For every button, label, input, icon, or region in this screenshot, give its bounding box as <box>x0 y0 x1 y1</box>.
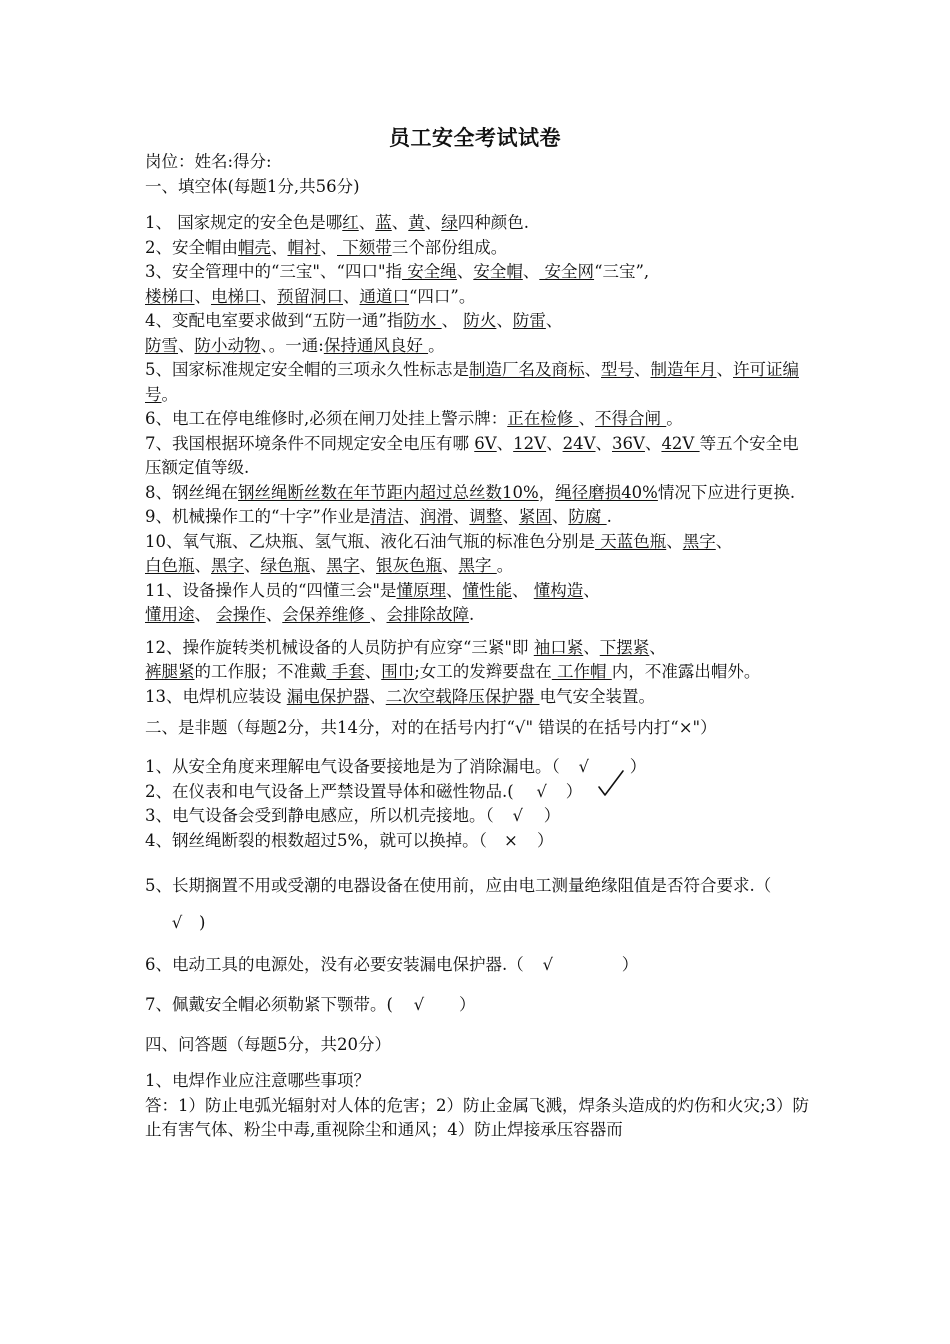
answer-blank: 工作帽 <box>551 662 612 681</box>
answer-blank: 许可证编号 <box>145 360 799 404</box>
answer-blank: 裤腿紧 <box>145 662 195 681</box>
tf-item: 1、从安全角度来理解电气设备要接地是为了消除漏电。（ √ ） <box>145 755 815 780</box>
question-10: 10、氧气瓶、乙炔瓶、氢气瓶、液化石油气瓶的标准色分别是 天蓝色瓶、黑字、 白色瓶、黑字、绿色瓶、黑字、银灰色瓶、黑字 。 <box>145 531 733 575</box>
answer-blank: 下颏带 <box>337 237 392 257</box>
answer-blank: 懂用途 <box>145 605 195 624</box>
answer-mark: √ <box>171 913 183 932</box>
answer-blank: 蓝 <box>375 213 392 232</box>
answer-blank: 型号 <box>601 360 634 379</box>
question-9: 9、机械操作工的“十字”作业是清洁、润滑、调整、紧固、防腐 . <box>145 507 612 526</box>
answer-blank: 制造年月 <box>650 360 717 379</box>
answer-blank: 黑字 <box>326 556 360 575</box>
answer-blank: 白色瓶 <box>145 556 195 575</box>
question-5: 5、国家标准规定安全帽的三项永久性标志是制造厂名及商标、型号、制造年月、许可证编号。 <box>145 360 799 404</box>
section1-heading: 一、填空体(每题1分,共56分) <box>145 176 360 196</box>
answer-blank: 电梯口 <box>211 286 261 306</box>
answer-blank: 防雷 <box>512 311 546 330</box>
answer-blank: 防小动物 <box>194 335 261 355</box>
answer-blank: 清洁 <box>370 507 404 526</box>
answer-blank: 下摆紧 <box>599 637 650 657</box>
answer-blank: 12V <box>513 433 547 453</box>
answer-blank: 漏电保护器 <box>286 686 370 706</box>
tf-item: 7、佩戴安全帽必须勒紧下颚带。( √ ） <box>145 989 815 1021</box>
answer-blank: 会操作 <box>216 605 266 624</box>
tf-item: 2、在仪表和电气设备上严禁设置导体和磁性物品.( √ ） <box>145 780 815 805</box>
answer-mark: √ <box>578 757 589 776</box>
question-12: 12、操作旋转类机械设备的人员防护有应穿“三紧"即 袖口紧、下摆紧、 裤腿紧的工作服；不准戴 手套、围巾;女工的发辫要盘在 工作帽 内，不准露出帽外。 <box>145 637 761 681</box>
answer-blank: 制造厂名及商标 <box>469 360 585 379</box>
question-1: 1、 国家规定的安全色是哪红、蓝、黄、绿四种颜色. <box>145 213 529 232</box>
answer-mark: √ <box>413 995 425 1014</box>
answer-blank: 会排除故障 <box>386 605 469 624</box>
answer-blank: 钢丝绳断丝数在年节距内超过总丝数10% <box>238 482 539 502</box>
answer-blank: 紧固 <box>518 507 552 526</box>
answer-blank: 防水 <box>403 311 442 330</box>
answer-blank: 帽衬 <box>287 237 321 257</box>
answer-blank: 绿色瓶 <box>260 556 310 575</box>
answer-blank: 黑字 <box>211 556 244 575</box>
answer-blank: 会保养维修 <box>282 605 370 624</box>
question-2: 2、安全帽由帽壳、帽衬、 下颏带三个部份组成。 <box>145 237 508 257</box>
question-8: 8、钢丝绳在钢丝绳断丝数在年节距内超过总丝数10%，绳径磨损40%情况下应进行更换. <box>145 482 796 502</box>
answer-mark: × <box>504 830 518 850</box>
answer-blank: 手套 <box>326 662 365 681</box>
tf-item: 5、长期搁置不用或受潮的电器设备在使用前，应由电工测量绝缘阻值是否符合要求.（√ ) <box>145 867 815 941</box>
page-title: 员工安全考试试卷 <box>389 125 561 150</box>
answer-blank: 润滑 <box>419 507 453 526</box>
essay-question-1: 1、电焊作业应注意哪些事项？ <box>145 1071 370 1090</box>
answer-blank: 绳径磨损40% <box>555 482 658 502</box>
answer-blank: 银灰色瓶 <box>376 556 442 575</box>
answer-blank: 懂原理 <box>396 580 447 600</box>
answer-blank: 绿 <box>441 213 458 232</box>
answer-blank: 袖口紧 <box>533 637 584 657</box>
question-3: 3、安全管理中的“三宝"、“四口"指 安全绳、安全帽、 安全网“三宝”, 楼梯口、电梯口、预留洞口、通道口“四口”。 <box>145 262 650 306</box>
answer-blank: 楼梯口 <box>145 286 195 306</box>
question-4: 4、变配电室要求做到“五防一通”指防水 、 防火、防雷、 防雪、防小动物、。一通:保持通风良好 。 <box>145 311 563 355</box>
answer-blank: 黄 <box>408 213 425 232</box>
header-line: 岗位：姓名:得分: <box>145 152 272 171</box>
tf-item: 3、电气设备会受到静电感应，所以机壳接地。（ √ ） <box>145 804 815 829</box>
handwritten-check-icon <box>596 768 626 800</box>
answer-blank: 保持通风良好 <box>323 335 429 355</box>
answer-blank: 安全绳 <box>402 262 457 281</box>
answer-blank: 防腐 <box>568 507 607 526</box>
section2-heading: 二、是非题（每题2分，共14分，对的在括号内打“√" 错误的在括号内打“×"） <box>145 718 717 737</box>
answer-blank: 调整 <box>469 507 503 526</box>
answer-blank: 防雪 <box>145 335 178 355</box>
answer-blank: 帽壳 <box>238 237 271 257</box>
tf-item: 4、钢丝绳断裂的根数超过5%，就可以换掉。（ × ） <box>145 829 815 854</box>
answer-blank: 安全网 <box>539 262 595 281</box>
answer-blank: 懂性能 <box>462 580 513 600</box>
answer-blank: 36V <box>612 433 645 453</box>
answer-blank: 预留洞口 <box>277 286 343 306</box>
section4-heading: 四、问答题（每题5分，共20分） <box>145 1035 391 1054</box>
answer-blank: 黑字 <box>682 531 716 551</box>
exam-body <box>145 150 815 1143</box>
question-6: 6、电工在停电维修时,必须在闸刀处挂上警示牌：正在检修 、不得合闸 。 <box>145 409 683 428</box>
answer-blank: 安全帽 <box>473 262 523 281</box>
answer-blank: 正在检修 <box>507 409 579 428</box>
question-13: 13、电焊机应装设 漏电保护器、二次空载降压保护器 电气安全装置。 <box>145 686 655 706</box>
answer-blank: 围巾 <box>381 662 415 681</box>
answer-blank: 6V <box>474 433 497 453</box>
answer-mark: √ <box>542 955 553 974</box>
answer-mark: √ <box>512 806 523 825</box>
answer-blank: 42V <box>661 433 700 453</box>
answer-blank: 通道口 <box>359 286 409 306</box>
answer-blank: 黑字 <box>458 556 497 575</box>
answer-blank: 二次空载降压保护器 <box>385 686 540 706</box>
answer-blank: 防火 <box>463 311 497 330</box>
essay-answer-1: 答：1）防止电弧光辐射对人体的危害；2）防止金属飞溅，焊条头造成的灼伤和火灾;3）防止有害气体、粉尘中毒,重视除尘和通风；4）防止焊接承压容器而 <box>145 1095 810 1139</box>
answer-blank: 天蓝色瓶 <box>595 531 667 551</box>
tf-item: 6、电动工具的电源处，没有必要安装漏电保护器.（ √ ） <box>145 949 815 981</box>
answer-mark: √ <box>536 781 547 801</box>
answer-blank: 红 <box>342 213 359 232</box>
answer-blank: 不得合闸 <box>595 409 667 428</box>
question-11: 11、设备操作人员的“四懂三会"是懂原理、懂性能、 懂构造、 懂用途、 会操作、会保养维修 、会排除故障. <box>145 580 600 624</box>
question-7: 7、我国根据环境条件不同规定安全电压有哪 6V、12V、24V、36V、42V 等五个安全电压额定值等级. <box>145 433 799 477</box>
answer-blank: 懂构造 <box>533 580 584 600</box>
answer-blank: 24V <box>562 433 596 453</box>
